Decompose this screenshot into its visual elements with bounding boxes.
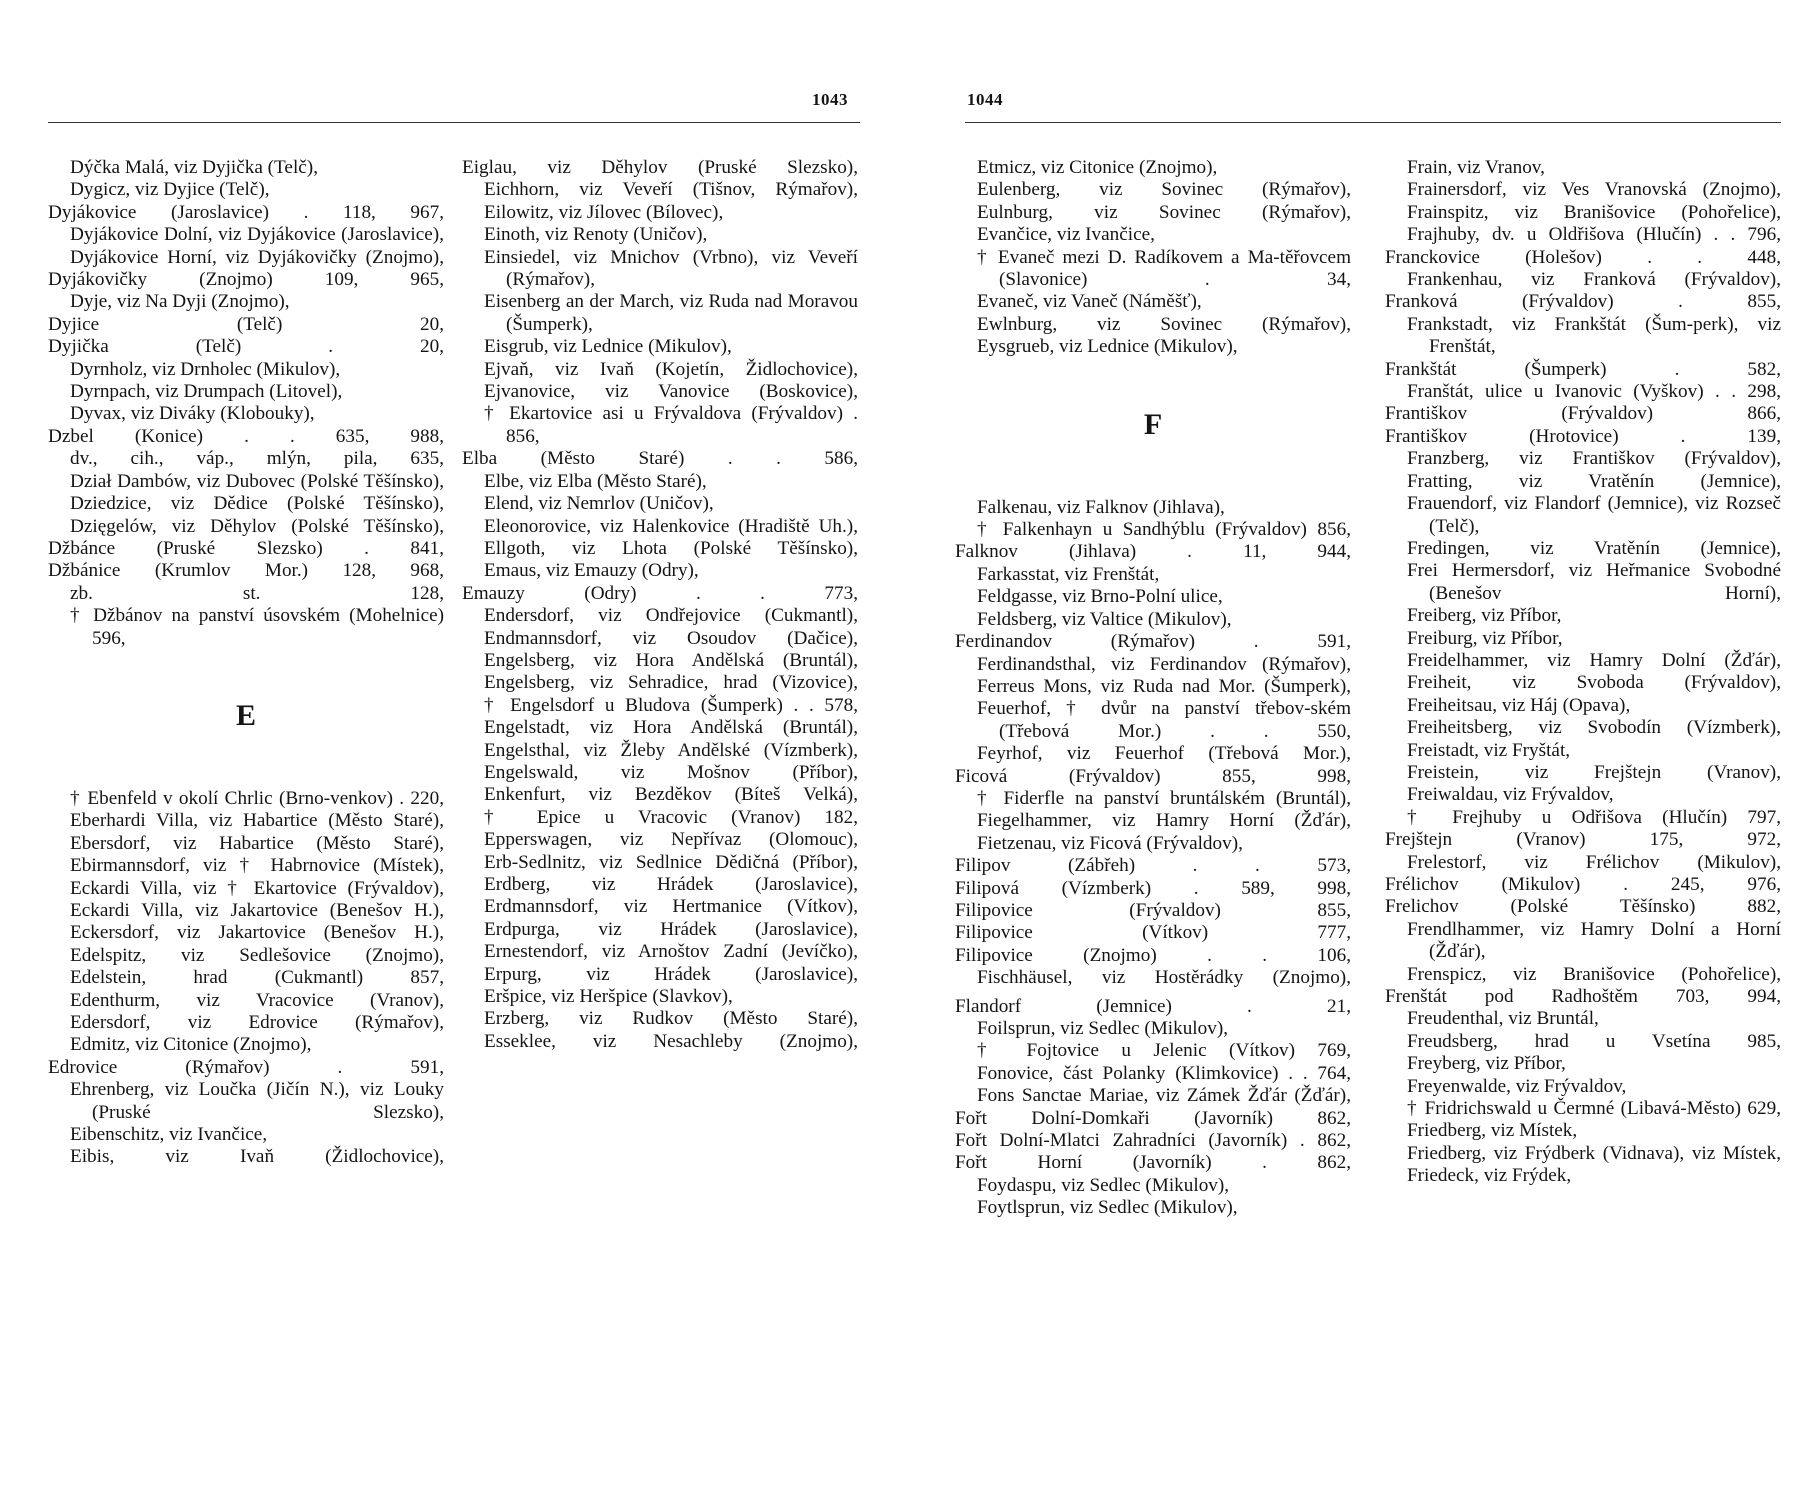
index-entry: Foilsprun, viz Sedlec (Mikulov), xyxy=(977,1018,1229,1039)
index-entry: Frain, viz Vranov, xyxy=(1407,157,1545,178)
index-entry: Dygicz, viz Dyjice (Telč), xyxy=(70,179,270,201)
index-entry: Frejštejn (Vranov) 175, 972, xyxy=(1385,829,1781,851)
index-entry: zb. st. 128, xyxy=(70,582,444,604)
index-entry: Frendlhammer, viz Hamry Dolní a Horní (Žďár), xyxy=(1407,918,1781,963)
index-entry: Ellgoth, viz Lhota (Polské Těšínsko), xyxy=(484,537,858,559)
index-entry: Einsiedel, viz Mnichov (Vrbno), viz Veveří (Rýmařov), xyxy=(484,246,858,291)
index-entry: Freiheitsau, viz Háj (Opava), xyxy=(1407,694,1631,716)
index-entry: Eisenberg an der March, viz Ruda nad Moravou (Šumperk), xyxy=(484,291,858,335)
index-entry: Edrovice (Rýmařov) . 591, xyxy=(48,1056,444,1078)
index-column xyxy=(462,157,858,1053)
index-entry: Edelstein, hrad (Cukmantl) 857, xyxy=(70,967,444,989)
index-entry: Frankstadt, viz Frankštát (Šum-perk), viz Frenštát, xyxy=(1407,313,1781,358)
index-entry: Engelstadt, viz Hora Andělská (Bruntál), xyxy=(484,717,858,739)
index-entry: Ernestendorf, viz Arnoštov Zadní (Jevíčko), xyxy=(484,941,858,963)
index-entry: Fietzenau, viz Ficová (Frývaldov), xyxy=(977,832,1243,854)
index-entry: Frei Hermersdorf, viz Heřmanice Svobodné (Benešov Horní), xyxy=(1407,560,1781,604)
index-entry: Frélichov (Mikulov) . 245, 976, xyxy=(1385,874,1781,895)
index-entry: Freistadt, viz Fryštát, xyxy=(1407,739,1571,761)
index-entry: † Džbánov na panství úsovském (Mohelnice) 596, xyxy=(70,605,444,649)
index-entry: Eleonorovice, viz Halenkovice (Hradiště Uh.), xyxy=(484,515,858,537)
index-entry: † Fiderfle na panství bruntálském (Bruntál), xyxy=(977,787,1351,809)
index-entry: Fořt Dolní-Mlatci Zahradníci (Javorník) . 862, xyxy=(955,1130,1351,1152)
page-number: 1044 xyxy=(967,90,1003,109)
index-entry: dv., cih., váp., mlýn, pila, 635, xyxy=(70,448,444,470)
index-entry: Endmannsdorf, viz Osoudov (Dačice), xyxy=(484,627,858,649)
index-entry: Freiburg, viz Příbor, xyxy=(1407,627,1563,649)
index-entry: Edmitz, viz Citonice (Znojmo), xyxy=(70,1034,312,1056)
index-entry: Erzberg, viz Rudkov (Město Staré), xyxy=(484,1008,858,1030)
header-rule xyxy=(965,122,1781,123)
index-entry: Freyenwalde, viz Frývaldov, xyxy=(1407,1075,1627,1097)
index-entry: † Fridrichswald u Čermné (Libavá-Město) 629, xyxy=(1407,1098,1781,1120)
index-entry: Fořt Horní (Javorník) . 862, xyxy=(955,1152,1351,1174)
index-entry: Evančice, viz Ivančice, xyxy=(977,224,1155,246)
index-entry: Eisgrub, viz Lednice (Mikulov), xyxy=(484,336,732,358)
index-entry: Dyjice (Telč) 20, xyxy=(48,313,444,335)
index-entry: Frelestorf, viz Frélichov (Mikulov), xyxy=(1407,851,1781,873)
index-entry: Ejvanovice, viz Vanovice (Boskovice), xyxy=(484,381,858,403)
index-entry: Erdberg, viz Hrádek (Jaroslavice), xyxy=(484,874,858,895)
index-entry: Friedberg, viz Frýdberk (Vidnava), viz Místek, xyxy=(1407,1142,1781,1164)
index-entry: Freiheitsberg, viz Svobodín (Vízmberk), xyxy=(1407,717,1781,739)
index-entry: Ficová (Frývaldov) 855, 998, xyxy=(955,765,1351,787)
index-entry: Frankštát (Šumperk) . 582, xyxy=(1385,358,1781,380)
index-entry: Fiegelhammer, viz Hamry Horní (Žďár), xyxy=(977,810,1351,832)
index-column xyxy=(1385,157,1781,1188)
index-entry: Dyjákovice Dolní, viz Dyjákovice (Jaroslavice), xyxy=(70,224,444,246)
index-entry: Eulnburg, viz Sovinec (Rýmařov), xyxy=(977,201,1351,223)
index-entry: Edelspitz, viz Sedlešovice (Znojmo), xyxy=(70,944,444,966)
index-entry: Eckardi Villa, viz Jakartovice (Benešov H.), xyxy=(70,899,444,921)
index-entry: Freiberg, viz Příbor, xyxy=(1407,605,1562,627)
index-entry: Dyjákovice (Jaroslavice) . 118, 967, xyxy=(48,201,444,223)
index-entry: Filipov (Zábřeh) . . 573, xyxy=(955,855,1351,877)
index-entry: Dyje, viz Na Dyji (Znojmo), xyxy=(70,291,290,313)
index-entry: Filipovice (Frývaldov) 855, xyxy=(955,899,1351,921)
index-entry: Engelsberg, viz Sehradice, hrad (Vizovice), xyxy=(484,672,858,694)
index-entry: Endersdorf, viz Ondřejovice (Cukmantl), xyxy=(484,605,858,627)
index-entry: Frenštát pod Radhoštěm 703, 994, xyxy=(1385,986,1781,1008)
index-entry: † Fojtovice u Jelenic (Vítkov) 769, xyxy=(977,1040,1351,1062)
index-entry: Frenspicz, viz Branišovice (Pohořelice), xyxy=(1407,963,1781,985)
index-entry: Fratting, viz Vratěnín (Jemnice), xyxy=(1407,470,1781,492)
index-entry: Frelichov (Polské Těšínsko) 882, xyxy=(1385,896,1781,918)
index-entry: Dyvax, viz Diváky (Klobouky), xyxy=(70,403,315,425)
index-entry: Ejvaň, viz Ivaň (Kojetín, Židlochovice), xyxy=(484,358,858,380)
index-entry: Freudenthal, viz Bruntál, xyxy=(1407,1008,1599,1030)
index-entry: Erdpurga, viz Hrádek (Jaroslavice), xyxy=(484,918,858,940)
index-entry: Dyjička (Telč) . 20, xyxy=(48,336,444,358)
index-entry: Franzberg, viz Františkov (Frývaldov), xyxy=(1407,448,1781,470)
index-entry: Friedeck, viz Frýdek, xyxy=(1407,1165,1572,1187)
index-entry: Františkov (Frývaldov) 866, xyxy=(1385,403,1781,425)
index-column xyxy=(955,157,1351,1220)
index-entry: Engelswald, viz Mošnov (Příbor), xyxy=(484,761,858,783)
index-entry: Eiglau, viz Děhylov (Pruské Slezsko), xyxy=(462,157,858,178)
index-entry: Ehrenberg, viz Loučka (Jičín N.), viz Louky (Pruské Slezsko), xyxy=(70,1079,444,1123)
index-entry: Engelsthal, viz Žleby Andělské (Vízmberk), xyxy=(484,739,858,761)
index-entry: Edersdorf, viz Edrovice (Rýmařov), xyxy=(70,1012,444,1033)
index-entry: Elba (Město Staré) . . 586, xyxy=(462,448,858,470)
index-entry: Eichhorn, viz Veveří (Tišnov, Rýmařov), xyxy=(484,179,858,201)
index-entry: Freyberg, viz Příbor, xyxy=(1407,1053,1566,1075)
index-entry: Frainersdorf, viz Ves Vranovská (Znojmo), xyxy=(1407,179,1781,201)
index-entry: Františkov (Hrotovice) . 139, xyxy=(1385,425,1781,447)
index-entry: Ebirmannsdorf, viz † Habrnovice (Místek), xyxy=(70,855,444,877)
index-entry: Feuerhof, † dvůr na panství třebov-ském (Třebová Mor.) . . 550, xyxy=(977,698,1351,742)
index-entry: Filipová (Vízmberk) . 589, 998, xyxy=(955,877,1351,899)
section-letter: F xyxy=(1143,407,1163,441)
index-entry: Evaneč, viz Vaneč (Náměšť), xyxy=(977,291,1202,313)
index-entry: Eckardi Villa, viz † Ekartovice (Frývaldov), xyxy=(70,877,444,899)
index-entry: Epperswagen, viz Nepřívaz (Olomouc), xyxy=(484,829,858,851)
index-entry: Erdmannsdorf, viz Hertmanice (Vítkov), xyxy=(484,896,858,918)
index-entry: Erb-Sedlnitz, viz Sedlnice Dědičná (Příbor), xyxy=(484,851,858,873)
index-entry: Eršpice, viz Heršpice (Slavkov), xyxy=(484,986,733,1008)
index-entry: Frauendorf, viz Flandorf (Jemnice), viz Rozseč (Telč), xyxy=(1407,493,1781,537)
index-entry: Dyrnholz, viz Drnholec (Mikulov), xyxy=(70,358,341,380)
index-entry: Džbánice (Krumlov Mor.) 128, 968, xyxy=(48,560,444,582)
index-entry: Enkenfurt, viz Bezděkov (Bíteš Velká), xyxy=(484,784,858,806)
index-entry: Emaus, viz Emauzy (Odry), xyxy=(484,560,699,582)
index-entry: Feldsberg, viz Valtice (Mikulov), xyxy=(977,608,1232,630)
index-entry: Ferreus Mons, viz Ruda nad Mor. (Šumperk), xyxy=(977,675,1351,697)
page-number: 1043 xyxy=(812,90,848,109)
index-entry: Filipovice (Vítkov) 777, xyxy=(955,922,1351,944)
index-entry: Edenthurm, viz Vracovice (Vranov), xyxy=(70,989,444,1011)
index-entry: Ferdinandsthal, viz Ferdinandov (Rýmařov), xyxy=(977,653,1351,675)
index-entry: Ewlnburg, viz Sovinec (Rýmařov), xyxy=(977,313,1351,335)
index-entry: Dzięgelów, viz Děhylov (Polské Těšínsko), xyxy=(70,515,444,537)
index-entry: Franckovice (Holešov) . . 448, xyxy=(1385,246,1781,268)
index-entry: Dýčka Malá, viz Dyjička (Telč), xyxy=(70,157,318,178)
index-entry: Eberhardi Villa, viz Habartice (Město Staré), xyxy=(70,810,444,832)
index-entry: Farkasstat, viz Frenštát, xyxy=(977,563,1160,585)
index-entry: Esseklee, viz Nesachleby (Znojmo), xyxy=(484,1030,858,1052)
index-entry: Dziedzice, viz Dědice (Polské Těšínsko), xyxy=(70,493,444,515)
index-entry: Fischhäusel, viz Hostěrádky (Znojmo), xyxy=(977,967,1351,989)
index-entry: Eibis, viz Ivaň (Židlochovice), xyxy=(70,1146,444,1168)
index-entry: Eilowitz, viz Jílovec (Bílovec), xyxy=(484,201,724,223)
index-entry: Einoth, viz Renoty (Uničov), xyxy=(484,224,708,246)
index-entry: Feyrhof, viz Feuerhof (Třebová Mor.), xyxy=(977,743,1351,765)
index-entry: † Engelsdorf u Bludova (Šumperk) . . 578, xyxy=(484,694,858,716)
index-entry: Freudsberg, hrad u Vsetína 985, xyxy=(1407,1030,1781,1052)
index-entry: Engelsberg, viz Hora Andělská (Bruntál), xyxy=(484,649,858,671)
index-entry: Eulenberg, viz Sovinec (Rýmařov), xyxy=(977,179,1351,201)
index-entry: Frainspitz, viz Branišovice (Pohořelice), xyxy=(1407,201,1781,223)
index-entry: Foydaspu, viz Sedlec (Mikulov), xyxy=(977,1174,1230,1196)
index-column xyxy=(48,157,444,1169)
index-entry: Flandorf (Jemnice) . 21, xyxy=(955,995,1351,1017)
index-entry: Fons Sanctae Mariae, viz Zámek Žďár (Žďár), xyxy=(977,1085,1351,1107)
index-entry: Dyrnpach, viz Drumpach (Litovel), xyxy=(70,381,343,403)
index-entry: Elend, viz Nemrlov (Uničov), xyxy=(484,493,714,515)
index-entry: Filipovice (Znojmo) . . 106, xyxy=(955,944,1351,966)
index-entry: Freidelhammer, viz Hamry Dolní (Žďár), xyxy=(1407,649,1781,671)
index-entry: Freiwaldau, viz Frývaldov, xyxy=(1407,784,1614,806)
index-entry: Franková (Frývaldov) . 855, xyxy=(1385,291,1781,313)
index-entry: Eibenschitz, viz Ivančice, xyxy=(70,1124,268,1146)
index-entry: † Ekartovice asi u Frývaldova (Frývaldov) . 856, xyxy=(484,403,858,447)
index-entry: Fredingen, viz Vratěnín (Jemnice), xyxy=(1407,537,1781,559)
index-entry: Foytlsprun, viz Sedlec (Mikulov), xyxy=(977,1197,1238,1219)
header-rule xyxy=(48,122,860,123)
index-entry: † Evaneč mezi D. Radíkovem a Ma-těřovcem (Slavonice) . 34, xyxy=(977,246,1351,291)
right-page xyxy=(905,0,1810,1500)
index-entry: Dzbel (Konice) . . 635, 988, xyxy=(48,425,444,447)
index-entry: Falkenau, viz Falknov (Jihlava), xyxy=(977,496,1225,518)
index-entry: † Falkenhayn u Sandhýblu (Frývaldov) 856, xyxy=(977,519,1351,541)
index-entry: Elbe, viz Elba (Město Staré), xyxy=(484,470,707,492)
index-entry: Ferdinandov (Rýmařov) . 591, xyxy=(955,631,1351,653)
index-entry: Eysgrueb, viz Lednice (Mikulov), xyxy=(977,336,1238,358)
index-entry: Dyjákovice Horní, viz Dyjákovičky (Znojmo), xyxy=(70,246,444,268)
index-entry: Eckersdorf, viz Jakartovice (Benešov H.), xyxy=(70,922,444,944)
index-entry: Dział Dambów, viz Dubovec (Polské Těšínsko), xyxy=(70,470,444,492)
index-entry: Falknov (Jihlava) . 11, 944, xyxy=(955,541,1351,563)
index-entry: Ebersdorf, viz Habartice (Město Staré), xyxy=(70,832,444,854)
index-entry: Franštát, ulice u Ivanovic (Vyškov) . . 298, xyxy=(1407,381,1781,403)
index-entry: Frankenhau, viz Franková (Frývaldov), xyxy=(1407,269,1781,291)
index-entry: † Frejhuby u Odřišova (Hlučín) 797, xyxy=(1407,806,1781,828)
index-entry: † Epice u Vracovic (Vranov) 182, xyxy=(484,806,858,828)
section-letter: E xyxy=(235,698,256,732)
index-entry: Frajhuby, dv. u Oldřišova (Hlučín) . . 796, xyxy=(1407,224,1781,246)
index-entry: Dyjákovičky (Znojmo) 109, 965, xyxy=(48,269,444,291)
index-entry: Fořt Dolní-Domkaři (Javorník) 862, xyxy=(955,1107,1351,1129)
index-entry: Freistein, viz Frejštejn (Vranov), xyxy=(1407,761,1781,783)
index-entry: Etmicz, viz Citonice (Znojmo), xyxy=(977,157,1218,178)
index-entry: † Ebenfeld v okolí Chrlic (Brno-venkov) . 220, xyxy=(70,787,444,809)
index-entry: Fonovice, část Polanky (Klimkovice) . . 764, xyxy=(977,1062,1351,1084)
index-entry: Džbánce (Pruské Slezsko) . 841, xyxy=(48,537,444,559)
index-entry: Friedberg, viz Místek, xyxy=(1407,1120,1578,1142)
index-entry: Emauzy (Odry) . . 773, xyxy=(462,582,858,604)
index-entry: Erpurg, viz Hrádek (Jaroslavice), xyxy=(484,963,858,985)
index-entry: Feldgasse, viz Brno-Polní ulice, xyxy=(977,586,1223,608)
index-entry: Freiheit, viz Svoboda (Frývaldov), xyxy=(1407,672,1781,694)
